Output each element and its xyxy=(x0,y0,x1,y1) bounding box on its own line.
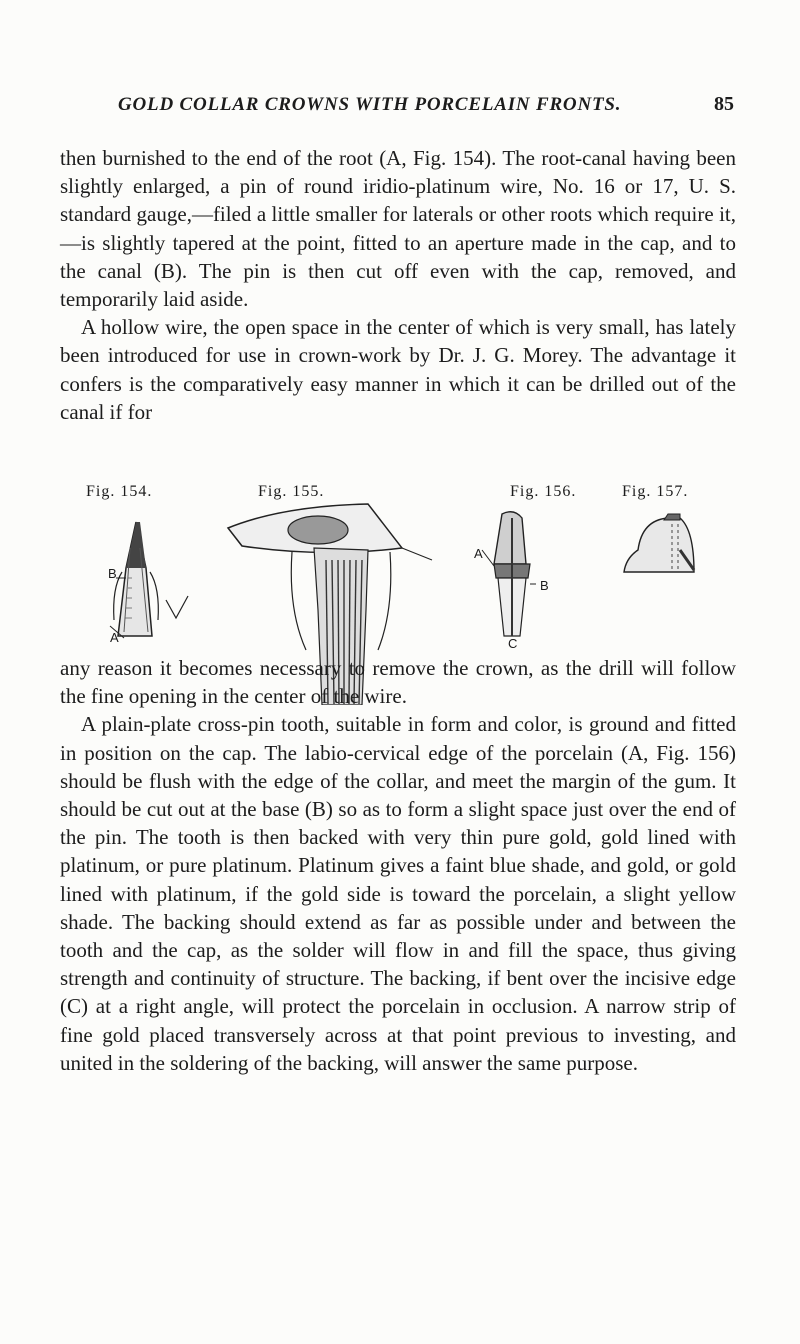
paragraph: A hollow wire, the open space in the center of which is very small, has lately been introduced for use in crown-work by Dr. J. G. Morey. The advantage it confers is the comparatively easy manner in which it can be drilled out of the canal if for xyxy=(60,315,736,424)
fig-156-label-b: B xyxy=(540,578,549,593)
fig-156-caption: Fig. 156. xyxy=(510,483,577,500)
fig-155-caption: Fig. 155. xyxy=(258,483,325,500)
paragraph: any reason it becomes necessary to remove the crown, as the drill will follow the fine opening in the center of the wire. xyxy=(60,656,736,709)
fig-157-illustration xyxy=(618,510,702,590)
body-text-bottom xyxy=(60,654,736,1077)
fig-154-label-a: A xyxy=(110,630,119,645)
fig-156-label-c: C xyxy=(508,636,518,651)
paragraph: A plain-plate cross-pin tooth, suitable in form and color, is ground and fitted in position on the cap. The labio-cervical edge of the porcelain (A, Fig. 156) should be flush with the edge of the collar, and meet the margin of the gum. It should be cut out at the base (B) so as to form a slight space just over the end of the pin. The tooth is then backed with very thin pure gold, gold lined with platinum, or pure platinum. Platinum gives a faint blue shade, and gold, or gold lined with platinum, if the gold side is toward the porcelain, a slight yellow shade. The backing should extend as far as possible under and between the tooth and the cap, as the solder will flow in and fill the space, thus giving strength and continuity of structure. The backing, if bent over the incisive edge (C) at a right angle, will protect the porcelain in occlusion. A narrow strip of fine gold placed transversely across at that point previous to investing, and united in the soldering of the backing, will answer the same purpose. xyxy=(60,712,736,1075)
body-text-top xyxy=(60,144,736,426)
paragraph: then burnished to the end of the root (A, Fig. 154). The root-canal having been slightly enlarged, a pin of round iridio-platinum wire, No. 16 or 17, U. S. standard gauge,—filed a little smaller for laterals or other roots which require it,—is slightly tapered at the point, fitted to an aperture made in the cap, and to the canal (B). The pin is then cut off even with the cap, removed, and temporarily laid aside. xyxy=(60,146,736,312)
fig-156-label-a: A xyxy=(474,546,483,561)
running-head xyxy=(118,93,734,116)
page-number: 85 xyxy=(714,93,734,115)
fig-154-caption: Fig. 154. xyxy=(86,483,153,500)
running-head-title: GOLD COLLAR CROWNS WITH PORCELAIN FRONTS. xyxy=(118,94,622,115)
fig-154-label-b: B xyxy=(108,566,117,581)
fig-157-caption: Fig. 157. xyxy=(622,483,689,500)
